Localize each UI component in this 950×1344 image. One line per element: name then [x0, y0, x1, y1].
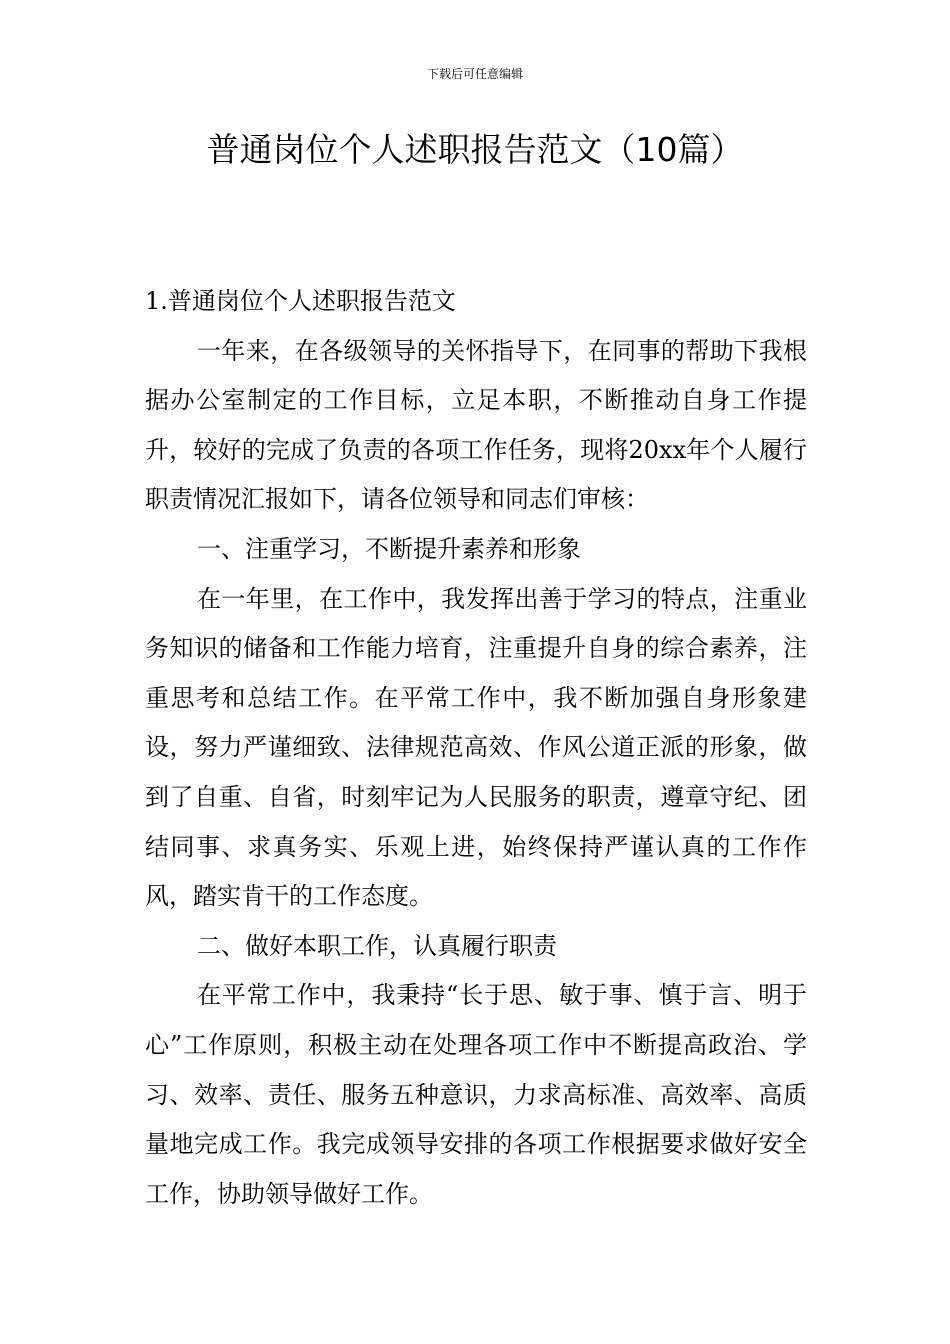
heading-study: 一、注重学习，不断提升素养和形象 [197, 534, 581, 563]
document-title: 普通岗位个人述职报告范文（10篇） [206, 130, 744, 169]
paragraph-intro: 一年来，在各级领导的关怀指导下，在同事的帮助下我根据办公室制定的工作目标，立足本职，不断推动自身工作提升，较好的完成了负责的各项工作任务，现将20xx年个人履行职责情况汇报如下，请各位领导和同志们审核： [145, 336, 807, 514]
section-title: 1.普通岗位个人述职报告范文 [145, 287, 456, 315]
paragraph-duties: 在平常工作中，我秉持“长于思、敏于事、慎于言、明于心”工作原则，积极主动在处理各项工作中不断提高政治、学习、效率、责任、服务五种意识，力求高标准、高效率、高质量地完成工作。我完成领导安排的各项工作根据要求做好安全工作，协助领导做好工作。 [145, 981, 807, 1208]
paragraph-study: 在一年里，在工作中，我发挥出善于学习的特点，注重业务知识的储备和工作能力培育，注重提升自身的综合素养，注重思考和总结工作。在平常工作中，我不断加强自身形象建设，努力严谨细致、法律规范高效、作风公道正派的形象，做到了自重、自省，时刻牢记为人民服务的职责，遵章守纪、团结同事、求真务实、乐观上进，始终保持严谨认真的工作作风，踏实肯干的工作态度。 [145, 584, 807, 911]
header-note: 下载后可任意编辑 [426, 67, 523, 81]
heading-duties: 二、做好本职工作，认真履行职责 [197, 931, 557, 960]
document-body [145, 277, 807, 1219]
